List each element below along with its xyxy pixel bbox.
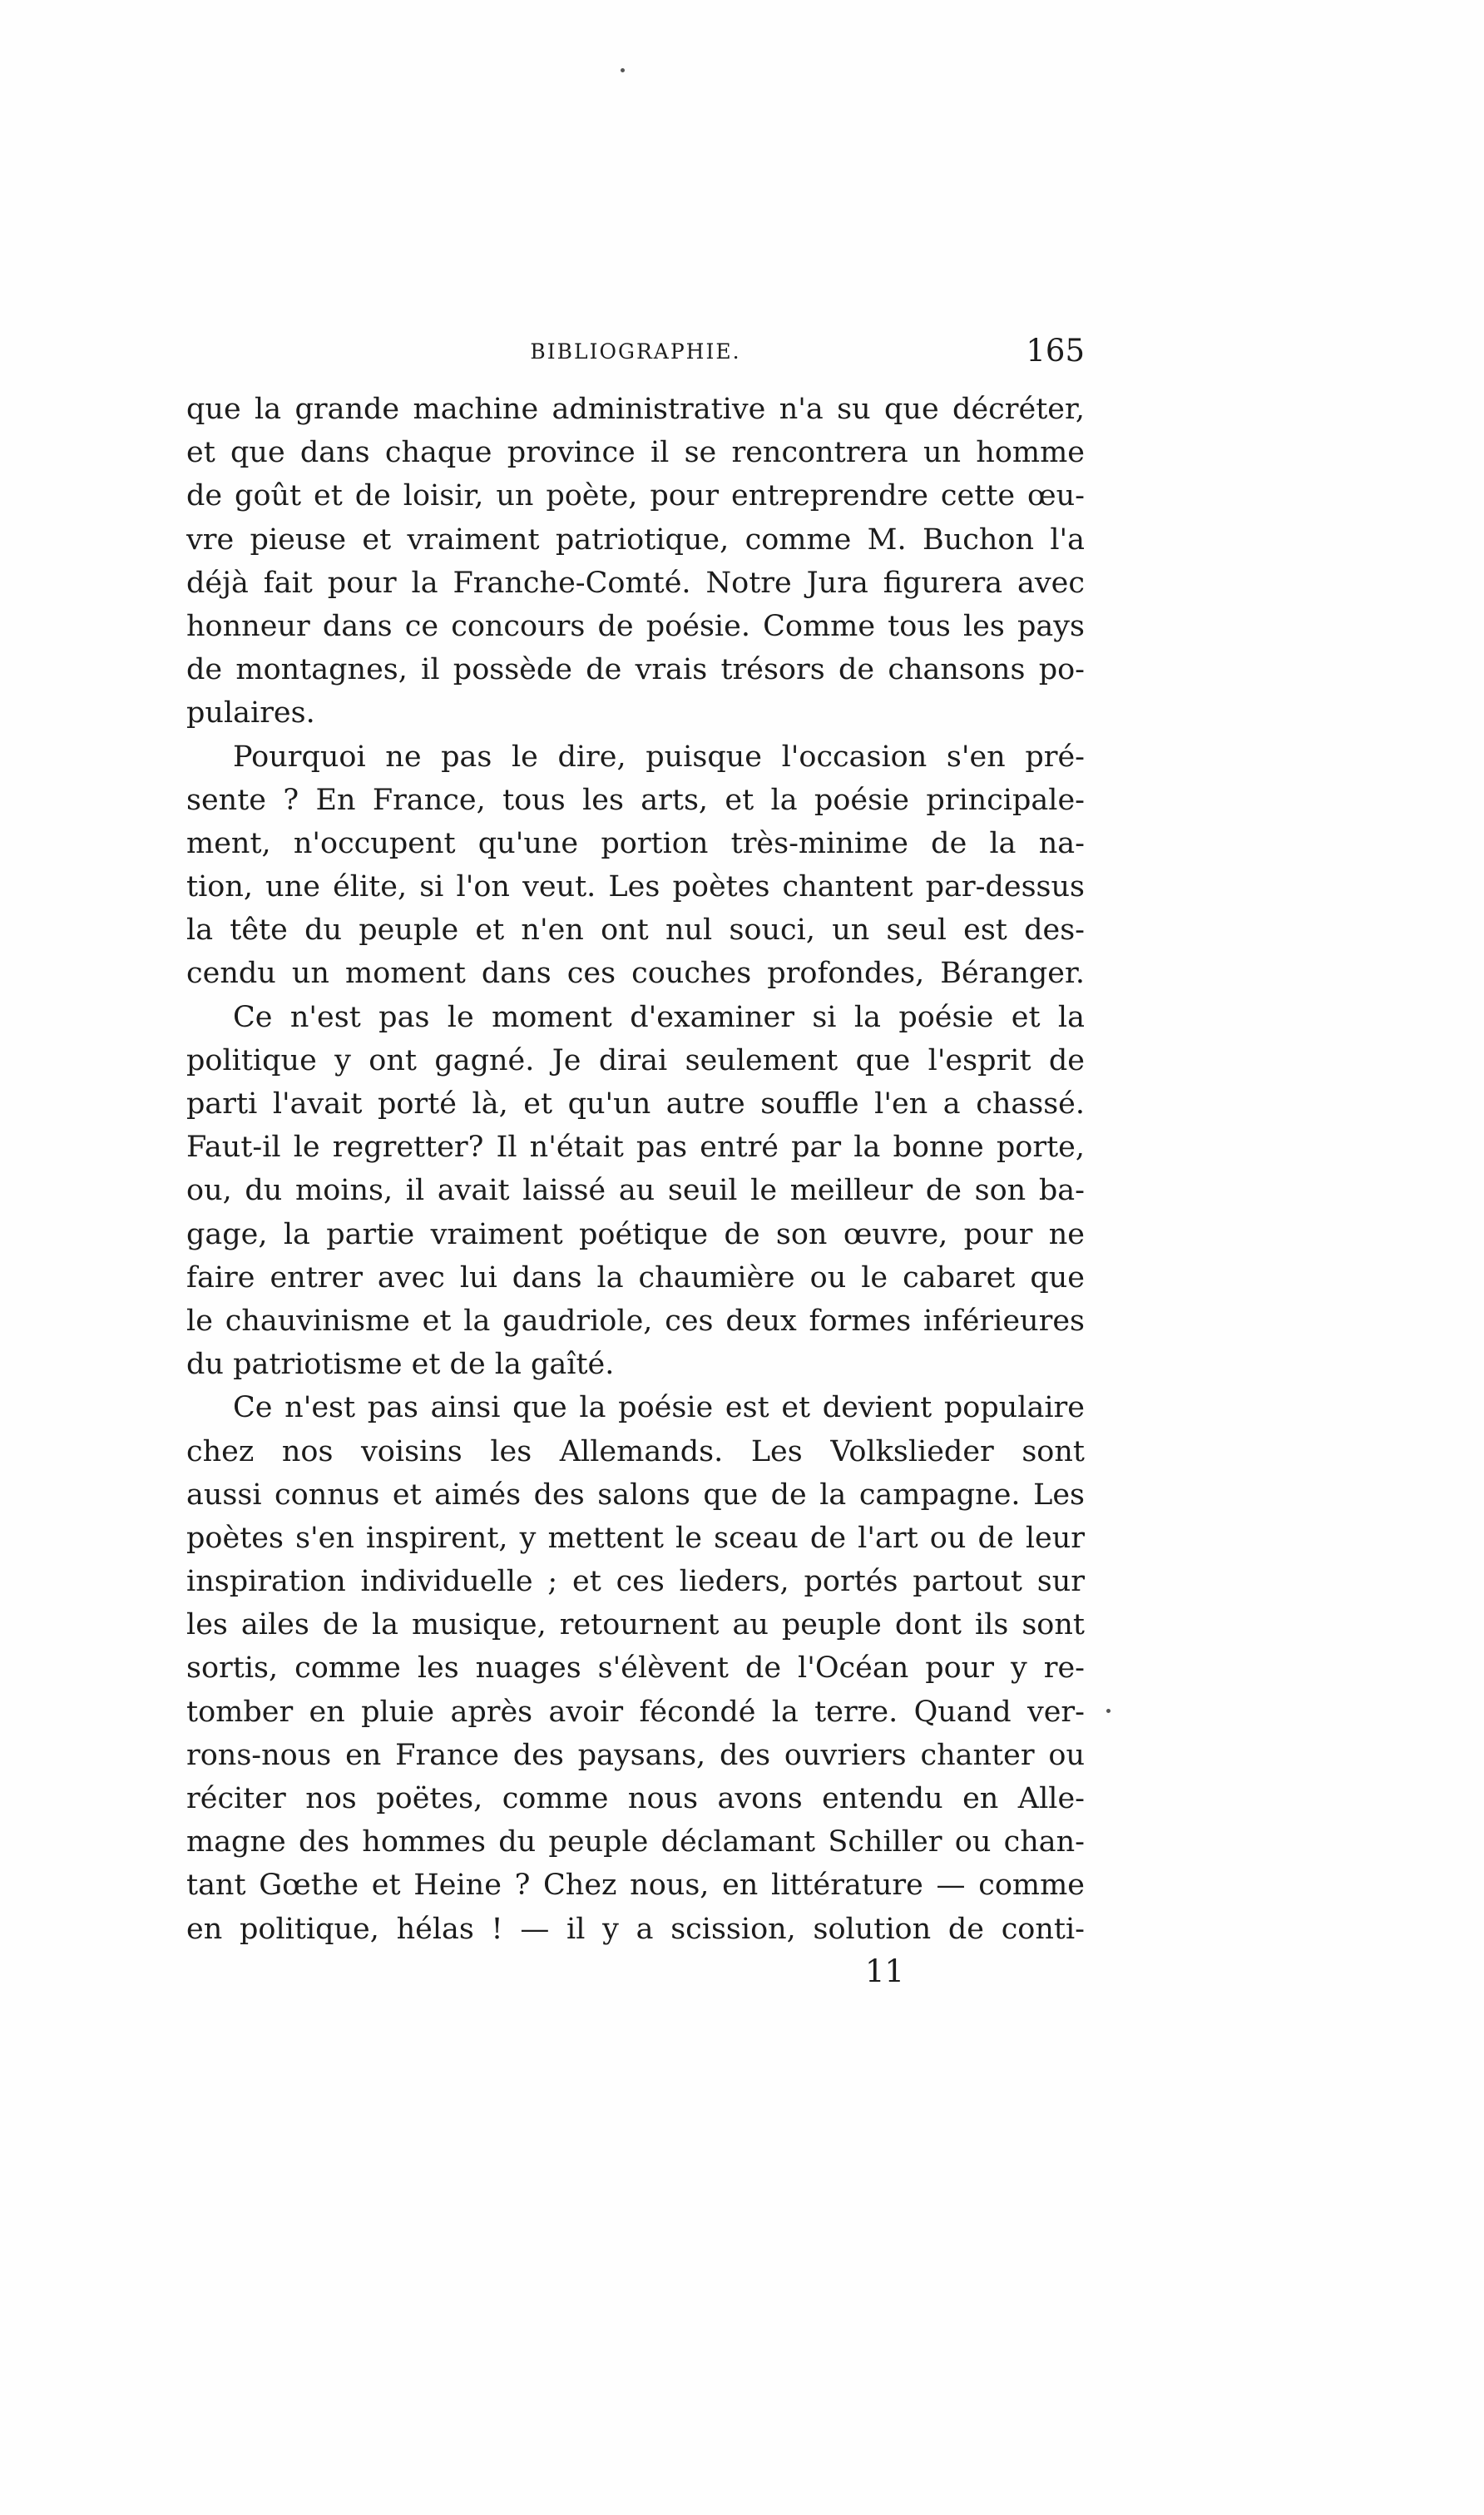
text-line: Faut-il le regretter? Il n'était pas entré par la bonne porte,	[186, 1131, 1085, 1165]
text-line: Ce n'est pas ainsi que la poésie est et devient populaire	[233, 1391, 1085, 1425]
text-line: tant Gœthe et Heine ? Chez nous, en littérature — comme	[186, 1869, 1085, 1903]
paragraph	[186, 1386, 1085, 1950]
text-line: aussi connus et aimés des salons que de la campagne. Les	[186, 1478, 1085, 1512]
text-line: tion, une élite, si l'on veut. Les poètes chantent par-dessus	[186, 870, 1085, 904]
text-line: ou, du moins, il avait laissé au seuil le meilleur de son ba-	[186, 1174, 1085, 1208]
text-line: de goût et de loisir, un poète, pour entreprendre cette œu-	[186, 479, 1085, 513]
text-line: du patriotisme et de la gaîté.	[186, 1348, 615, 1382]
ink-speck	[1106, 1709, 1111, 1713]
text-line: ment, n'occupent qu'une portion très-minime de la na-	[186, 826, 1085, 860]
text-line: gage, la partie vraiment poétique de son œuvre, pour ne	[186, 1217, 1085, 1251]
text-line: chez nos voisins les Allemands. Les Volkslieder sont	[186, 1434, 1085, 1468]
text-line: Ce n'est pas le moment d'examiner si la poésie et la	[233, 1000, 1085, 1034]
text-line: honneur dans ce concours de poésie. Comme tous les pays	[186, 609, 1085, 643]
text-line: poètes s'en inspirent, y mettent le sceau de l'art ou de leur	[186, 1521, 1085, 1555]
text-line: que la grande machine administrative n'a su que décréter,	[186, 393, 1085, 426]
text-line: et que dans chaque province il se rencontrera un homme	[186, 436, 1085, 470]
text-line: déjà fait pour la Franche-Comté. Notre Jura figurera avec	[186, 566, 1085, 600]
text-line: le chauvinisme et la gaudriole, ces deux formes inférieures	[186, 1304, 1085, 1338]
text-line: Pourquoi ne pas le dire, puisque l'occasion s'en pré-	[233, 740, 1085, 774]
paragraph	[186, 996, 1085, 1387]
text-line: inspiration individuelle ; et ces lieders, portés partout sur	[186, 1565, 1085, 1599]
text-line: de montagnes, il possède de vrais trésors de chansons po-	[186, 653, 1085, 687]
text-line: magne des hommes du peuple déclamant Schiller ou chan-	[186, 1825, 1085, 1859]
text-line: parti l'avait porté là, et qu'un autre souffle l'en a chassé.	[186, 1087, 1085, 1121]
text-line: cendu un moment dans ces couches profondes, Béranger.	[186, 957, 1085, 991]
text-line: faire entrer avec lui dans la chaumière ou le cabaret que	[186, 1260, 1085, 1295]
text-line: les ailes de la musique, retournent au peuple dont ils sont	[186, 1608, 1085, 1642]
text-line: vre pieuse et vraiment patriotique, comme M. Buchon l'a	[186, 522, 1085, 557]
paragraph	[186, 388, 1085, 735]
signature-mark: 11	[865, 1953, 905, 1989]
page-header	[186, 333, 1085, 374]
running-head: BIBLIOGRAPHIE.	[530, 339, 741, 364]
text-line: politique y ont gagné. Je dirai seulement que l'esprit de	[186, 1043, 1085, 1077]
text-line: rons-nous en France des paysans, des ouvriers chanter ou	[186, 1738, 1085, 1772]
text-line: sortis, comme les nuages s'élèvent de l'Océan pour y re-	[186, 1651, 1085, 1686]
text-line: réciter nos poëtes, comme nous avons entendu en Alle-	[186, 1782, 1085, 1815]
text-line: pulaires.	[186, 696, 315, 730]
text-line: sente ? En France, tous les arts, et la poésie principale-	[186, 783, 1085, 817]
text-line: en politique, hélas ! — il y a scission, solution de conti-	[186, 1912, 1085, 1946]
text-line: la tête du peuple et n'en ont nul souci, un seul est des-	[186, 913, 1085, 948]
paragraph	[186, 735, 1085, 996]
ink-speck	[621, 68, 625, 72]
text-line: tomber en pluie après avoir fécondé la terre. Quand ver-	[186, 1695, 1085, 1729]
body-text	[186, 388, 1085, 1951]
page-number: 165	[1026, 333, 1085, 369]
